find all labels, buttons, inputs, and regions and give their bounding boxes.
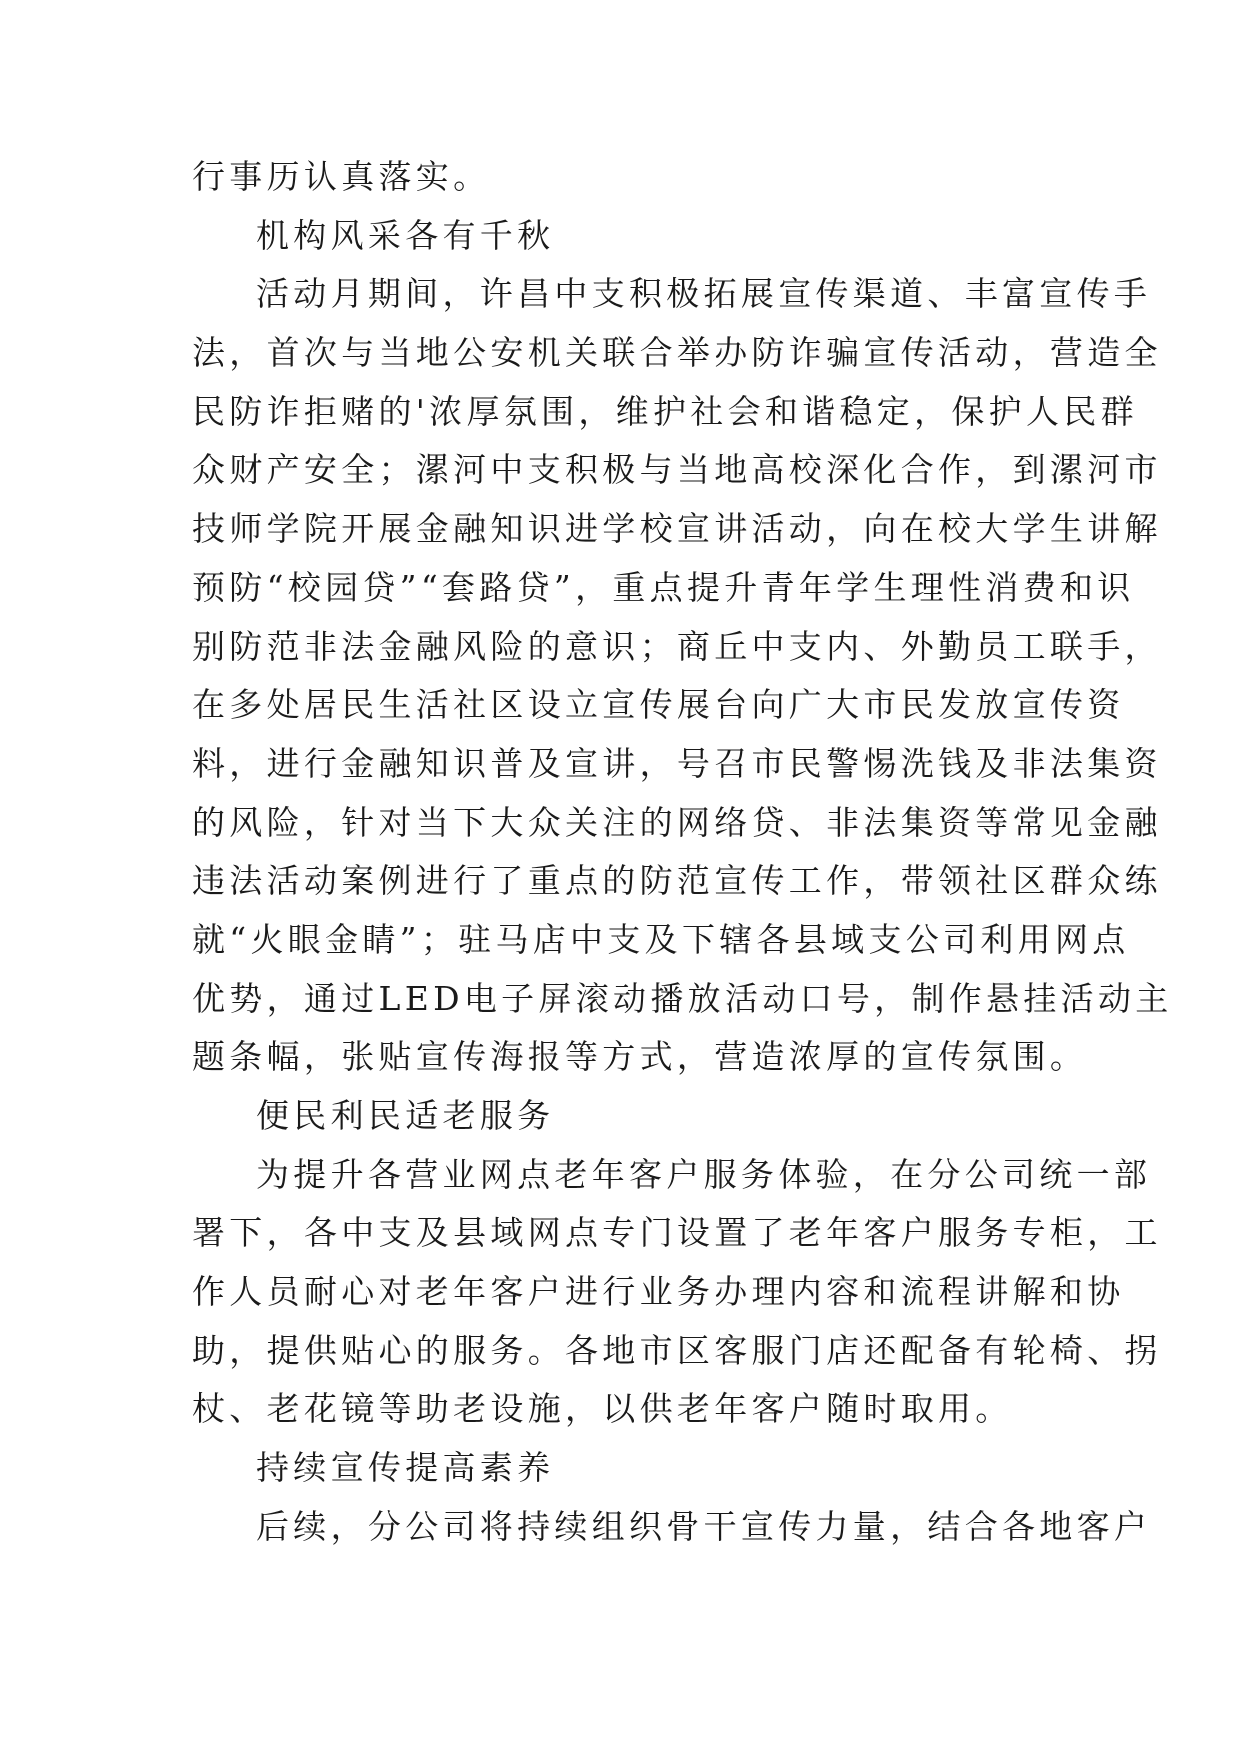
section-heading-institution-style: 机构风采各有千秋	[256, 215, 555, 255]
text-line: 在多处居民生活社区设立宣传展台向广大市民发放宣传资	[192, 685, 1125, 725]
text-line: 预防“校园贷”“套路贷”，重点提升青年学生理性消费和识	[192, 567, 1135, 607]
section-heading-continued-publicity: 持续宣传提高素养	[256, 1448, 555, 1488]
text-line: 就“火眼金睛”；驻马店中支及下辖各县域支公司利用网点	[192, 919, 1130, 959]
text-line: 料，进行金融知识普及宣讲，号召市民警惕洗钱及非法集资	[192, 743, 1162, 783]
text-line: 民防诈拒赌的'浓厚氛围，维护社会和谐稳定，保护人民群	[192, 391, 1138, 431]
text-line: 杖、老花镜等助老设施，以供老年客户随时取用。	[192, 1389, 1013, 1429]
text-line: 助，提供贴心的服务。各地市区客服门店还配备有轮椅、拐	[192, 1330, 1162, 1370]
text-line: 署下，各中支及县域网点专门设置了老年客户服务专柜，工	[192, 1213, 1162, 1253]
text-line: 行事历认真落实。	[192, 157, 491, 196]
text-line: 法，首次与当地公安机关联合举办防诈骗宣传活动，营造全	[192, 333, 1162, 373]
text-line: 题条幅，张贴宣传海报等方式，营造浓厚的宣传氛围。	[192, 1037, 1088, 1077]
text-line: 众财产安全；漯河中支积极与当地高校深化合作，到漯河市	[192, 450, 1162, 490]
text-line: 为提升各营业网点老年客户服务体验，在分公司统一部	[256, 1154, 1152, 1194]
text-line: 技师学院开展金融知识进学校宣讲活动，向在校大学生讲解	[192, 509, 1162, 549]
document-body	[192, 148, 1173, 1557]
text-line: 优势，通过LED电子屏滚动播放活动口号，制作悬挂活动主	[192, 978, 1173, 1018]
text-line: 违法活动案例进行了重点的防范宣传工作，带领社区群众练	[192, 861, 1162, 901]
section-heading-elderly-service: 便民利民适老服务	[256, 1096, 555, 1135]
text-line: 的风险，针对当下大众关注的网络贷、非法集资等常见金融	[192, 802, 1162, 842]
text-line: 后续，分公司将持续组织骨干宣传力量，结合各地客户	[256, 1506, 1152, 1546]
text-line: 作人员耐心对老年客户进行业务办理内容和流程讲解和协	[192, 1272, 1125, 1312]
text-line: 别防范非法金融风险的意识；商丘中支内、外勤员工联手，	[192, 626, 1162, 666]
text-line: 活动月期间，许昌中支积极拓展宣传渠道、丰富宣传手	[256, 274, 1152, 314]
